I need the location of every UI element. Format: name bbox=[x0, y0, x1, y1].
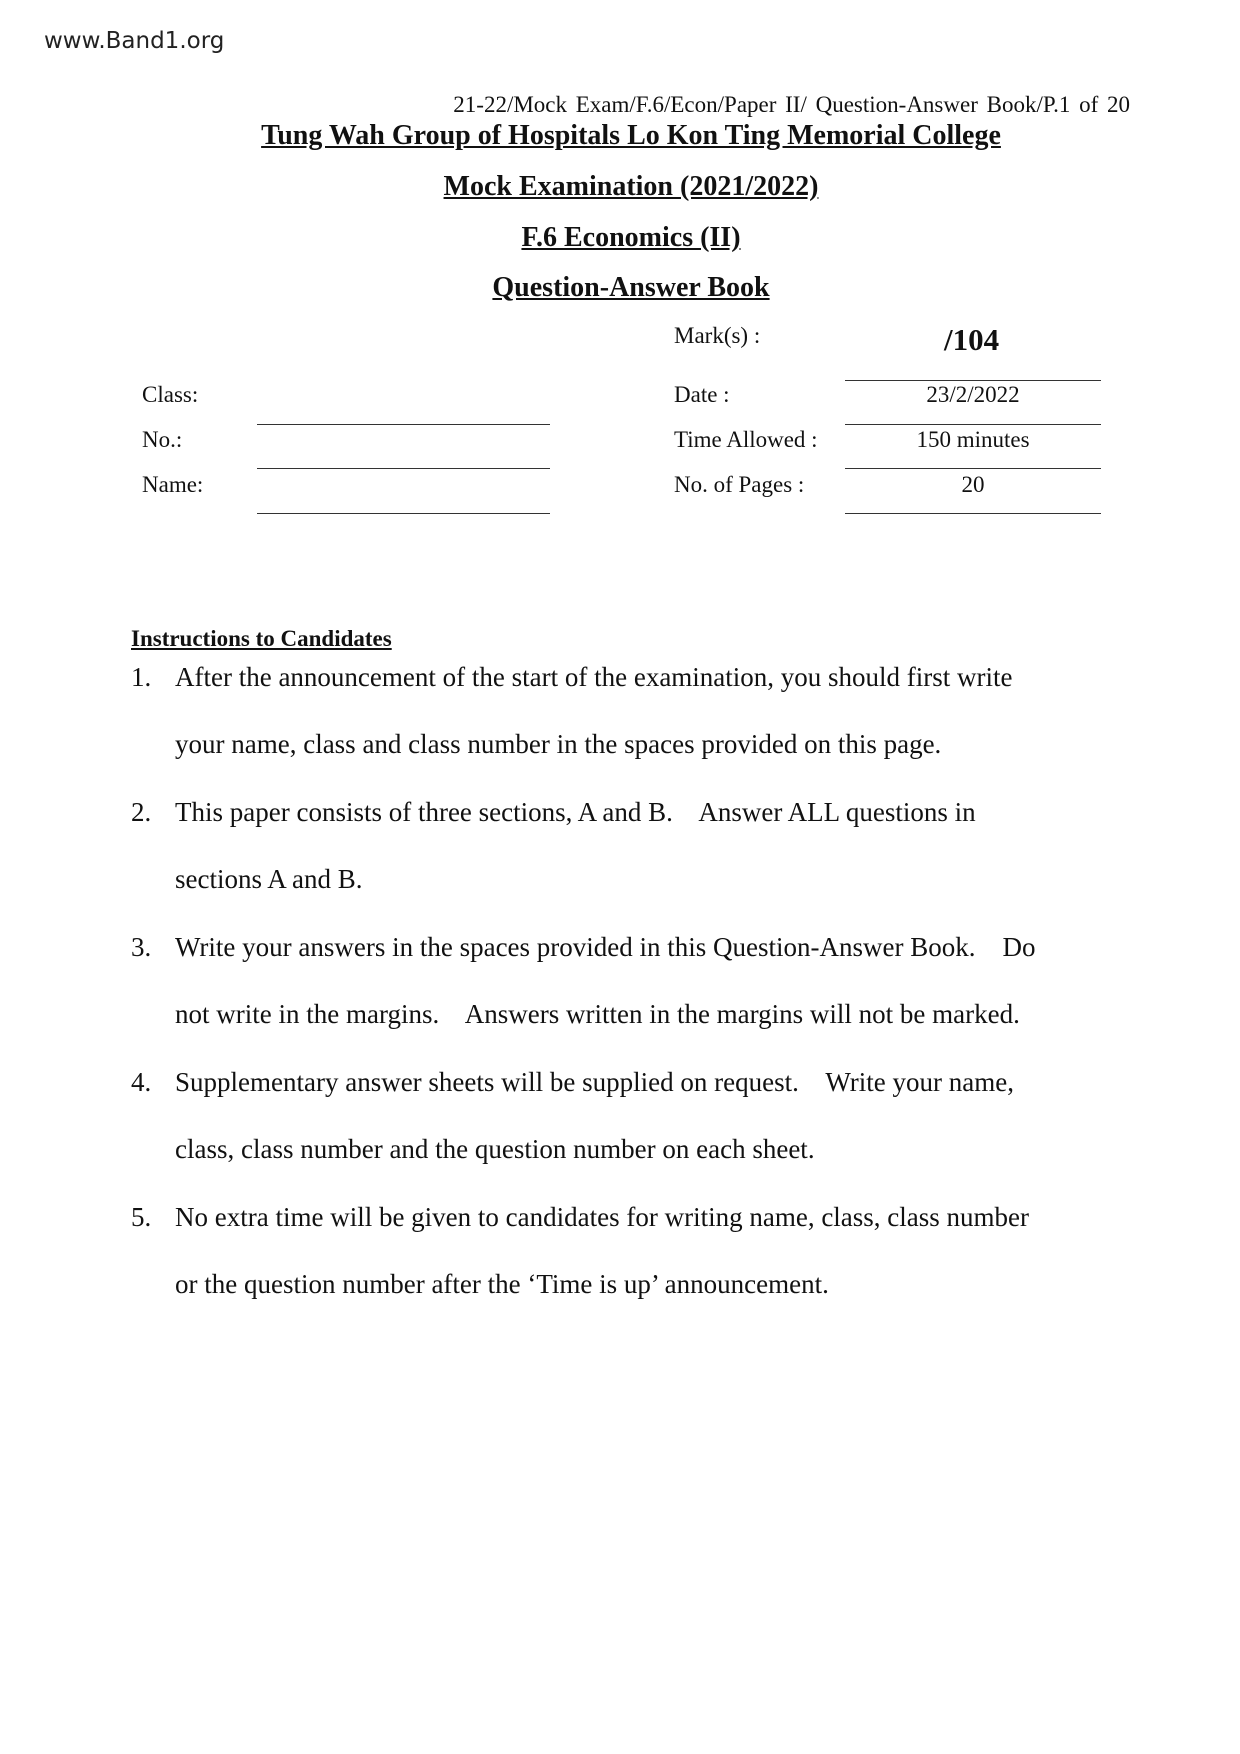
instruction-text: sections A and B. bbox=[175, 864, 363, 894]
time-value: 150 minutes bbox=[916, 427, 1030, 452]
instruction-text: After the announcement of the start of the examination, you should first write bbox=[175, 662, 1013, 692]
marks-value: /104 bbox=[944, 322, 1000, 357]
instruction-text: or the question number after the ‘Time is up’ announcement. bbox=[175, 1269, 829, 1299]
instruction-text: No extra time will be given to candidates for writing name, class, class number bbox=[175, 1202, 1030, 1232]
header-reference: 21-22/Mock Exam/F.6/Econ/Paper II/ Question-Answer Book/P.1 of 20 bbox=[453, 92, 1130, 117]
instruction-text: Write your answers in the spaces provided in this Question-Answer Book. Do bbox=[175, 932, 1036, 962]
watermark: www.Band1.org bbox=[44, 28, 225, 54]
date-line bbox=[845, 424, 1101, 425]
pages-label: No. of Pages : bbox=[674, 472, 805, 497]
time-label: Time Allowed : bbox=[674, 427, 818, 452]
date-value: 23/2/2022 bbox=[926, 382, 1020, 407]
instruction-number: 5. bbox=[131, 1202, 152, 1232]
instruction-number: 3. bbox=[131, 932, 152, 962]
no-field[interactable] bbox=[257, 468, 550, 469]
instructions-heading: Instructions to Candidates bbox=[131, 626, 392, 651]
subject-title: F.6 Economics (II) bbox=[521, 222, 741, 253]
instruction-number: 4. bbox=[131, 1067, 152, 1097]
time-line bbox=[845, 468, 1101, 469]
pages-line bbox=[845, 513, 1101, 514]
pages-value: 20 bbox=[961, 472, 985, 497]
marks-label: Mark(s) : bbox=[674, 323, 761, 348]
school-title: Tung Wah Group of Hospitals Lo Kon Ting Memorial College bbox=[261, 120, 1001, 151]
instruction-text: This paper consists of three sections, A and B. Answer ALL questions in bbox=[175, 797, 976, 827]
instruction-text: your name, class and class number in the spaces provided on this page. bbox=[175, 729, 942, 759]
date-label: Date : bbox=[674, 382, 730, 407]
class-field[interactable] bbox=[257, 424, 550, 425]
name-field[interactable] bbox=[257, 513, 550, 514]
no-label: No.: bbox=[142, 427, 183, 452]
instruction-text: not write in the margins. Answers written in the margins will not be marked. bbox=[175, 999, 1020, 1029]
instruction-number: 1. bbox=[131, 662, 152, 692]
marks-line bbox=[845, 380, 1101, 381]
name-label: Name: bbox=[142, 472, 204, 497]
instruction-text: Supplementary answer sheets will be supplied on request. Write your name, bbox=[175, 1067, 1014, 1097]
book-title: Question-Answer Book bbox=[492, 272, 770, 303]
class-label: Class: bbox=[142, 382, 199, 407]
instruction-number: 2. bbox=[131, 797, 152, 827]
instruction-text: class, class number and the question number on each sheet. bbox=[175, 1134, 815, 1164]
exam-title: Mock Examination (2021/2022) bbox=[443, 171, 819, 202]
